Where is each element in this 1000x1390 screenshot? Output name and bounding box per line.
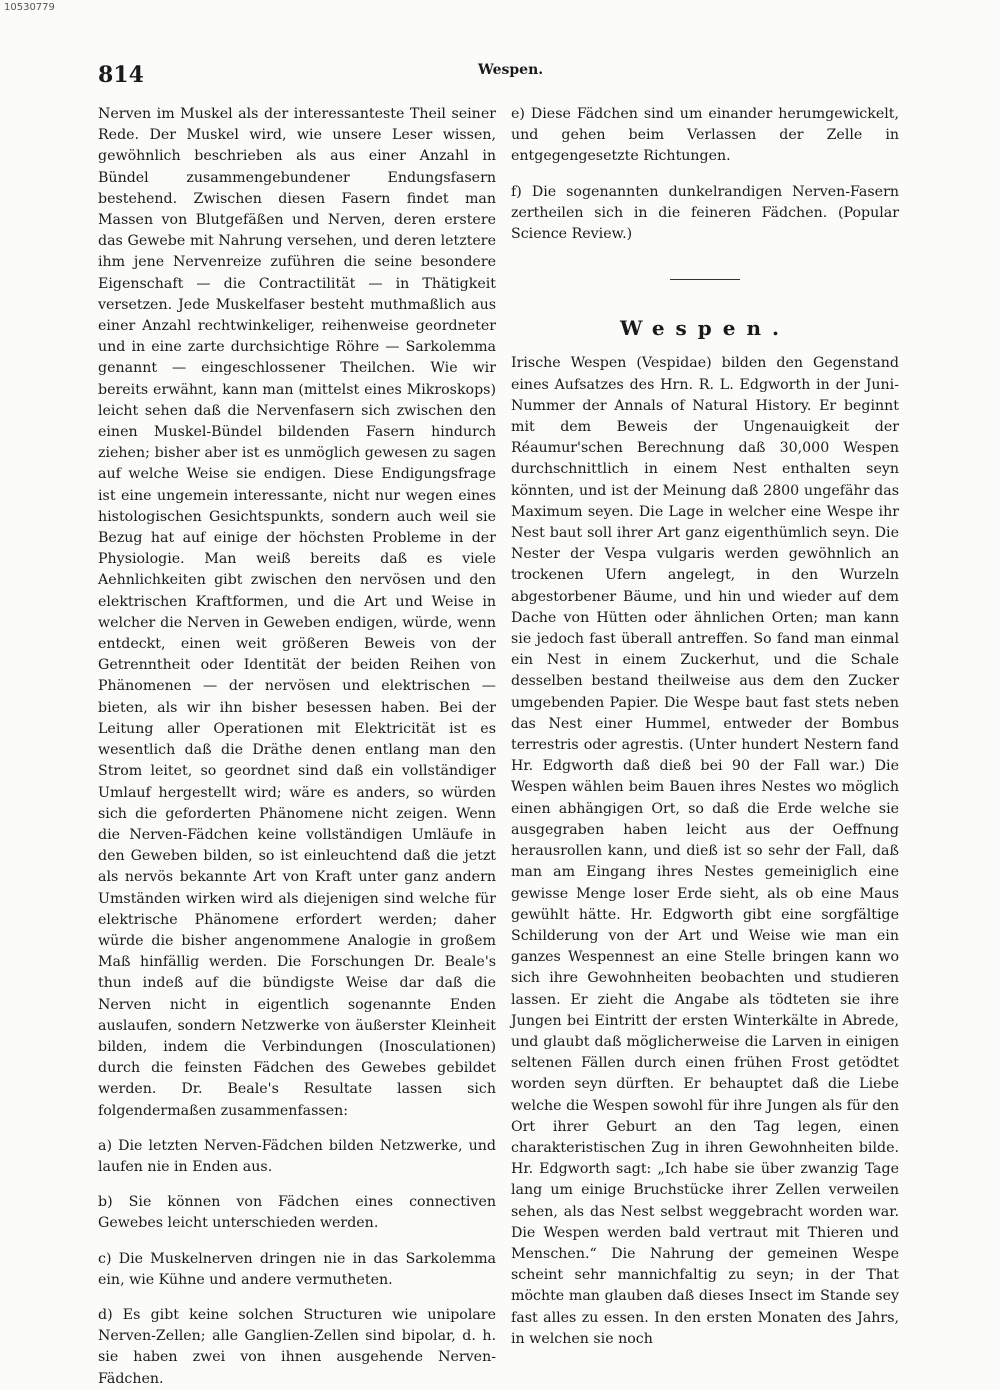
- left-column: [98, 104, 496, 1390]
- list-item-a: a) Die letzten Nerven-Fädchen bilden Netzwerke, und laufen nie in Enden aus.: [98, 1137, 496, 1175]
- section-divider: [670, 279, 740, 280]
- running-head: Wespen.: [478, 62, 544, 78]
- list-item-d: d) Es gibt keine solchen Structuren wie unipolare Nerven-Zellen; alle Ganglien-Zellen sind bipolar, d. h. sie haben zwei von ihnen ausgehende Nerven-Fädchen.: [98, 1306, 496, 1387]
- paragraph-nerves: Nerven im Muskel als der interessanteste Theil seiner Rede. Der Muskel wird, wie unsere Leser wissen, gewöhnlich beschrieben als aus einer Anzahl in Bündel zusammengebundener Endungsfasern bestehend. Zwischen diesen Fasern findet man Massen von Blutgefäßen und Nerven, deren erstere das Gewebe mit Nahrung versehen, und deren letztere ihm jene Nervenreize zuführen die seine besondere Eigenschaft — die Contractilität — in Thätigkeit versetzen. Jede Muskelfaser besteht muthmaßlich aus einer Anzahl rechtwinkeliger, reihenweise geordneter und in eine zarte durchsichtige Röhre — Sarkolemma genannt — eingeschlossener Theilchen. Wie wir bereits erwähnt, kann man (mittelst eines Mikroskops) leicht sehen daß die Nervenfasern sich zwischen den einen Muskel-Bündel bildenden Fasern hindurch ziehen; bisher aber ist es unmöglich gewesen zu sagen auf welche Weise sie endigen. Diese Endigungsfrage ist eine ungemein interessante, nicht nur wegen eines histologischen Gesichtspunkts, sondern auch weil sie Bezug hat auf einige der höchsten Probleme in der Physiologie. Man weiß bereits daß es viele Aehnlichkeiten gibt zwischen den nervösen und den elektrischen Kraftformen, und die Art und Weise in welcher die Nerven in Geweben endigen, würde, wenn entdeckt, einen weit größeren Beweis von der Getrenntheit oder Identität der beiden Reihen von Phänomenen — der nervösen und elektrischen — bieten, als wir ihn bisher besessen haben. Bei der Leitung aller Operationen mit Elektricität ist es wesentlich daß die Dräthe denen entlang man den Strom leitet, so geordnet sind daß ein vollständiger Umlauf hergestellt wird; wäre es anders, so würden sich die geforderten Phänomene nicht zeigen. Wenn die Nerven-Fädchen keine vollständigen Umläufe in den Geweben bilden, so ist einleuchtend daß die jetzt als nervös bekannte Art von Kraft unter ganz andern Umständen wirken wird als diejenigen sind welche für elektrische Phänomene erfordert werden; daher würde die bisher angenommene Analogie in großem Maß hinfällig werden. Die Forschungen Dr. Beale's thun indeß auf die bündigste Weise dar daß die Nerven nicht in eigentlich sogenannte Enden auslaufen, sondern Netzwerke von äußerster Kleinheit bilden, indem die Verbindungen (Inosculationen) durch die feinsten Fädchen des Gewebes gebildet werden. Dr. Beale's Resultate lassen sich folgendermaßen zusammenfassen:: [98, 106, 496, 1119]
- paragraph-wasps: Irische Wespen (Vespidae) bilden den Gegenstand eines Aufsatzes des Hrn. R. L. Edgworth in der Juni-Nummer der Annals of Natural History. Er beginnt mit dem Beweis der Ungenauigkeit der Réaumur'schen Berechnung daß 30,000 Wespen durchschnittlich in einem Nest enthalten seyn könnten, und ist der Meinung daß 2800 ungefähr das Maximum seyen. Die Lage in welcher eine Wespe ihr Nest baut soll ihrer Art ganz eigenthümlich seyn. Die Nester der Vespa vulgaris werden gewöhnlich an trockenen Ufern angelegt, in den Wurzeln abgestorbener Bäume, und hin und wieder auf dem Dache von Hütten oder ähnlichen Orten; man kann sie jedoch fast überall antreffen. So fand man einmal ein Nest in einem Zuckerhut, und die Schale desselben bestand theilweise aus dem den Zucker umgebenden Papier. Die Wespe baut fast stets neben das Nest einer Hummel, entweder der Bombus terrestris oder agrestis. (Unter hundert Nestern fand Hr. Edgworth daß dieß bei 90 der Fall war.) Die Wespen wählen beim Bauen ihres Nestes wo möglich einen abhängigen Ort, so daß die Erde welche sie ausgegraben haben leicht aus der Oeffnung herausrollen kann, und dieß ist so sehr der Fall, daß man am Eingang ihres Nestes gemeiniglich eine gewisse Menge loser Erde sieht, als ob eine Maus gewühlt hätte. Hr. Edgworth gibt eine sorgfältige Schilderung von der Art und Weise wie man ein ganzes Wespennest an eine Stelle bringen kann wo sich ihre Gewohnheiten beobachten und studieren lassen. Er zieht die Angabe als tödteten sie ihre Jungen bei Eintritt der ersten Winterkälte in Abrede, und glaubt daß möglicherweise die Larven in einigen seltenen Fällen durch einen frühen Frost getödtet worden seyn dürften. Er behauptet daß die Liebe welche die Wespen sowohl für ihre Jungen als für den Ort ihrer Geburt an den Tag legen, einen charakteristischen Zug in ihren Gewohnheiten bilde. Hr. Edgworth sagt: „Ich habe sie über zwanzig Tage lang um einige Bruchstücke ihrer Zellen verweilen sehen, als das Nest selbst weggebracht worden war. Die Wespen werden bald vertraut mit Thieren und Menschen.“ Die Nahrung der gemeinen Wespe scheint sehr mannichfaltig zu seyn; in der That möchte man glauben daß dieses Insect im Stande sey fast alles zu essen. In den ersten Monaten des Jahrs, in welchen sie noch: [511, 355, 899, 1347]
- page-number: 814: [98, 62, 144, 88]
- list-item-e: e) Diese Fädchen sind um einander herumgewickelt, und gehen beim Verlassen der Zelle in entgegengesetzte Richtungen.: [511, 106, 899, 165]
- list-item-b: b) Sie können von Fädchen eines connectiven Gewebes leicht unterschieden werden.: [98, 1194, 496, 1232]
- list-item-c: c) Die Muskelnerven dringen nie in das Sarkolemma ein, wie Kühne und andere vermutheten.: [98, 1250, 496, 1288]
- article-heading: Wespen.: [619, 316, 791, 341]
- list-item-f: f) Die sogenannten dunkelrandigen Nerven-Fasern zertheilen sich in die feineren Fädchen. (Popular Science Review.): [511, 183, 899, 243]
- right-column: [511, 104, 899, 1350]
- scan-id: 10530779: [4, 2, 55, 13]
